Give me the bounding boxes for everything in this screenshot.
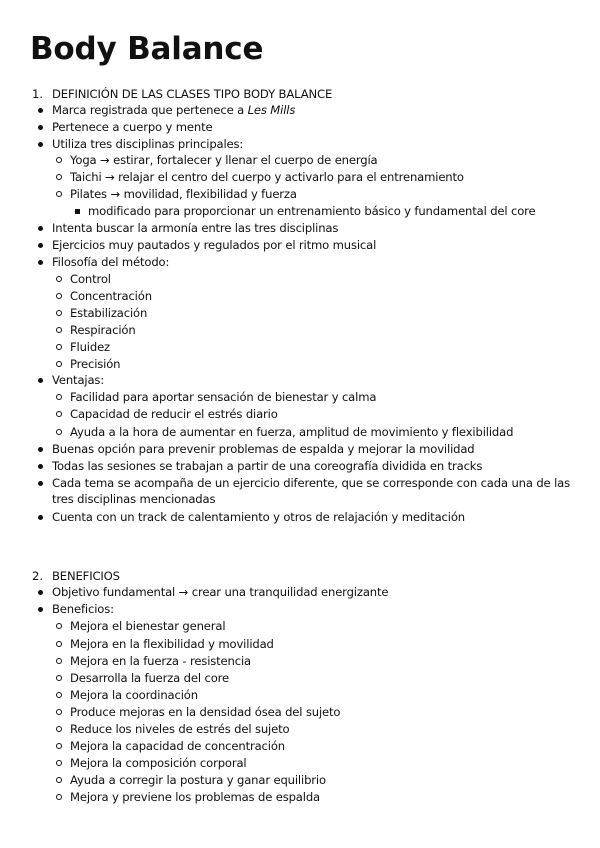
circle-bullet-icon	[56, 361, 62, 367]
sub-list-item: Pilates → movilidad, flexibilidad y fuerza	[70, 187, 297, 201]
list-item: Cuenta con un track de calentamiento y otros de relajación y meditación	[52, 510, 465, 524]
list-item: Utiliza tres disciplinas principales:	[52, 137, 244, 151]
sub-list-item: Precisión	[70, 357, 121, 371]
section-heading: BENEFICIOS	[52, 569, 120, 583]
bullet-icon	[38, 142, 43, 147]
list-item: Ventajas:	[52, 373, 105, 387]
bullet-icon	[38, 260, 43, 265]
circle-bullet-icon	[56, 658, 62, 664]
bullet-icon	[38, 590, 43, 595]
section-number: 2.	[32, 569, 44, 583]
list-item: Todas las sesiones se trabajan a partir de una coreografía dividida en tracks	[52, 459, 483, 473]
sub-list-item: Concentración	[70, 289, 152, 303]
sub-list-item: Mejora y previene los problemas de espalda	[70, 790, 320, 804]
bullet-icon	[38, 481, 43, 486]
list-item: Marca registrada que pertenece a Les Mills	[52, 103, 296, 117]
circle-bullet-icon	[56, 692, 62, 698]
circle-bullet-icon	[56, 344, 62, 350]
bullet-icon	[38, 108, 43, 113]
sub-list-item: Capacidad de reducir el estrés diario	[70, 407, 278, 421]
sub-list-item: Facilidad para aportar sensación de bienestar y calma	[70, 390, 377, 404]
circle-bullet-icon	[56, 675, 62, 681]
circle-bullet-icon	[56, 726, 62, 732]
bullet-icon	[38, 515, 43, 520]
circle-bullet-icon	[56, 777, 62, 783]
sub-list-item: Mejora en la flexibilidad y movilidad	[70, 637, 274, 651]
list-item: Buenas opción para prevenir problemas de espalda y mejorar la movilidad	[52, 442, 475, 456]
circle-bullet-icon	[56, 743, 62, 749]
sub-list-item: Yoga → estirar, fortalecer y llenar el cuerpo de energía	[70, 153, 378, 167]
section-number: 1.	[32, 87, 44, 101]
bullet-icon	[38, 607, 43, 612]
sub-list-item: Ayuda a corregir la postura y ganar equilibrio	[70, 773, 326, 787]
sub-list-item: Respiración	[70, 323, 136, 337]
sub-list-item: Taichi → relajar el centro del cuerpo y activarlo para el entrenamiento	[70, 170, 464, 184]
sub-list-item: Mejora la capacidad de concentración	[70, 739, 285, 753]
bullet-icon	[38, 378, 43, 383]
brand-name: Les Mills	[247, 103, 296, 117]
circle-bullet-icon	[56, 411, 62, 417]
sub-list-item: Mejora la coordinación	[70, 688, 198, 702]
section-heading: DEFINICIÓN DE LAS CLASES TIPO BODY BALANCE	[52, 87, 333, 101]
circle-bullet-icon	[56, 293, 62, 299]
sub-list-item: Estabilización	[70, 306, 148, 320]
sub-list-item: Fluidez	[70, 340, 110, 354]
circle-bullet-icon	[56, 276, 62, 282]
circle-bullet-icon	[56, 641, 62, 647]
circle-bullet-icon	[56, 709, 62, 715]
list-item: Ejercicios muy pautados y regulados por el ritmo musical	[52, 238, 377, 252]
circle-bullet-icon	[56, 174, 62, 180]
circle-bullet-icon	[56, 394, 62, 400]
list-item: Filosofía del método:	[52, 255, 170, 269]
sub-list-item: Reduce los niveles de estrés del sujeto	[70, 722, 290, 736]
list-item: Pertenece a cuerpo y mente	[52, 120, 213, 134]
list-item-line-1: Cada tema se acompaña de un ejercicio diferente, que se corresponde con cada una de las	[52, 476, 570, 490]
sub-list-item: Mejora el bienestar general	[70, 619, 226, 633]
list-item: Objetivo fundamental → crear una tranquilidad energizante	[52, 585, 389, 599]
bullet-icon	[38, 226, 43, 231]
bullet-icon	[38, 464, 43, 469]
page-title: Body Balance	[30, 31, 264, 67]
circle-bullet-icon	[56, 760, 62, 766]
circle-bullet-icon	[56, 191, 62, 197]
circle-bullet-icon	[56, 794, 62, 800]
list-item: Intenta buscar la armonía entre las tres disciplinas	[52, 221, 339, 235]
circle-bullet-icon	[56, 327, 62, 333]
list-item-line-2: tres disciplinas mencionadas	[52, 492, 216, 506]
sub-list-item: Mejora la composición corporal	[70, 756, 247, 770]
bullet-icon	[38, 125, 43, 130]
bullet-icon	[38, 243, 43, 248]
sub-list-item: Produce mejoras en la densidad ósea del sujeto	[70, 705, 341, 719]
sub-list-item: Control	[70, 272, 111, 286]
sub-list-item: Desarrolla la fuerza del core	[70, 671, 229, 685]
circle-bullet-icon	[56, 310, 62, 316]
sub-sub-list-item: modificado para proporcionar un entrenamiento básico y fundamental del core	[88, 204, 536, 218]
circle-bullet-icon	[56, 157, 62, 163]
circle-bullet-icon	[56, 623, 62, 629]
bullet-icon	[38, 447, 43, 452]
sub-list-item: Ayuda a la hora de aumentar en fuerza, amplitud de movimiento y flexibilidad	[70, 425, 514, 439]
square-bullet-icon	[75, 209, 80, 214]
circle-bullet-icon	[56, 429, 62, 435]
list-item: Beneficios:	[52, 602, 114, 616]
sub-list-item: Mejora en la fuerza - resistencia	[70, 654, 251, 668]
